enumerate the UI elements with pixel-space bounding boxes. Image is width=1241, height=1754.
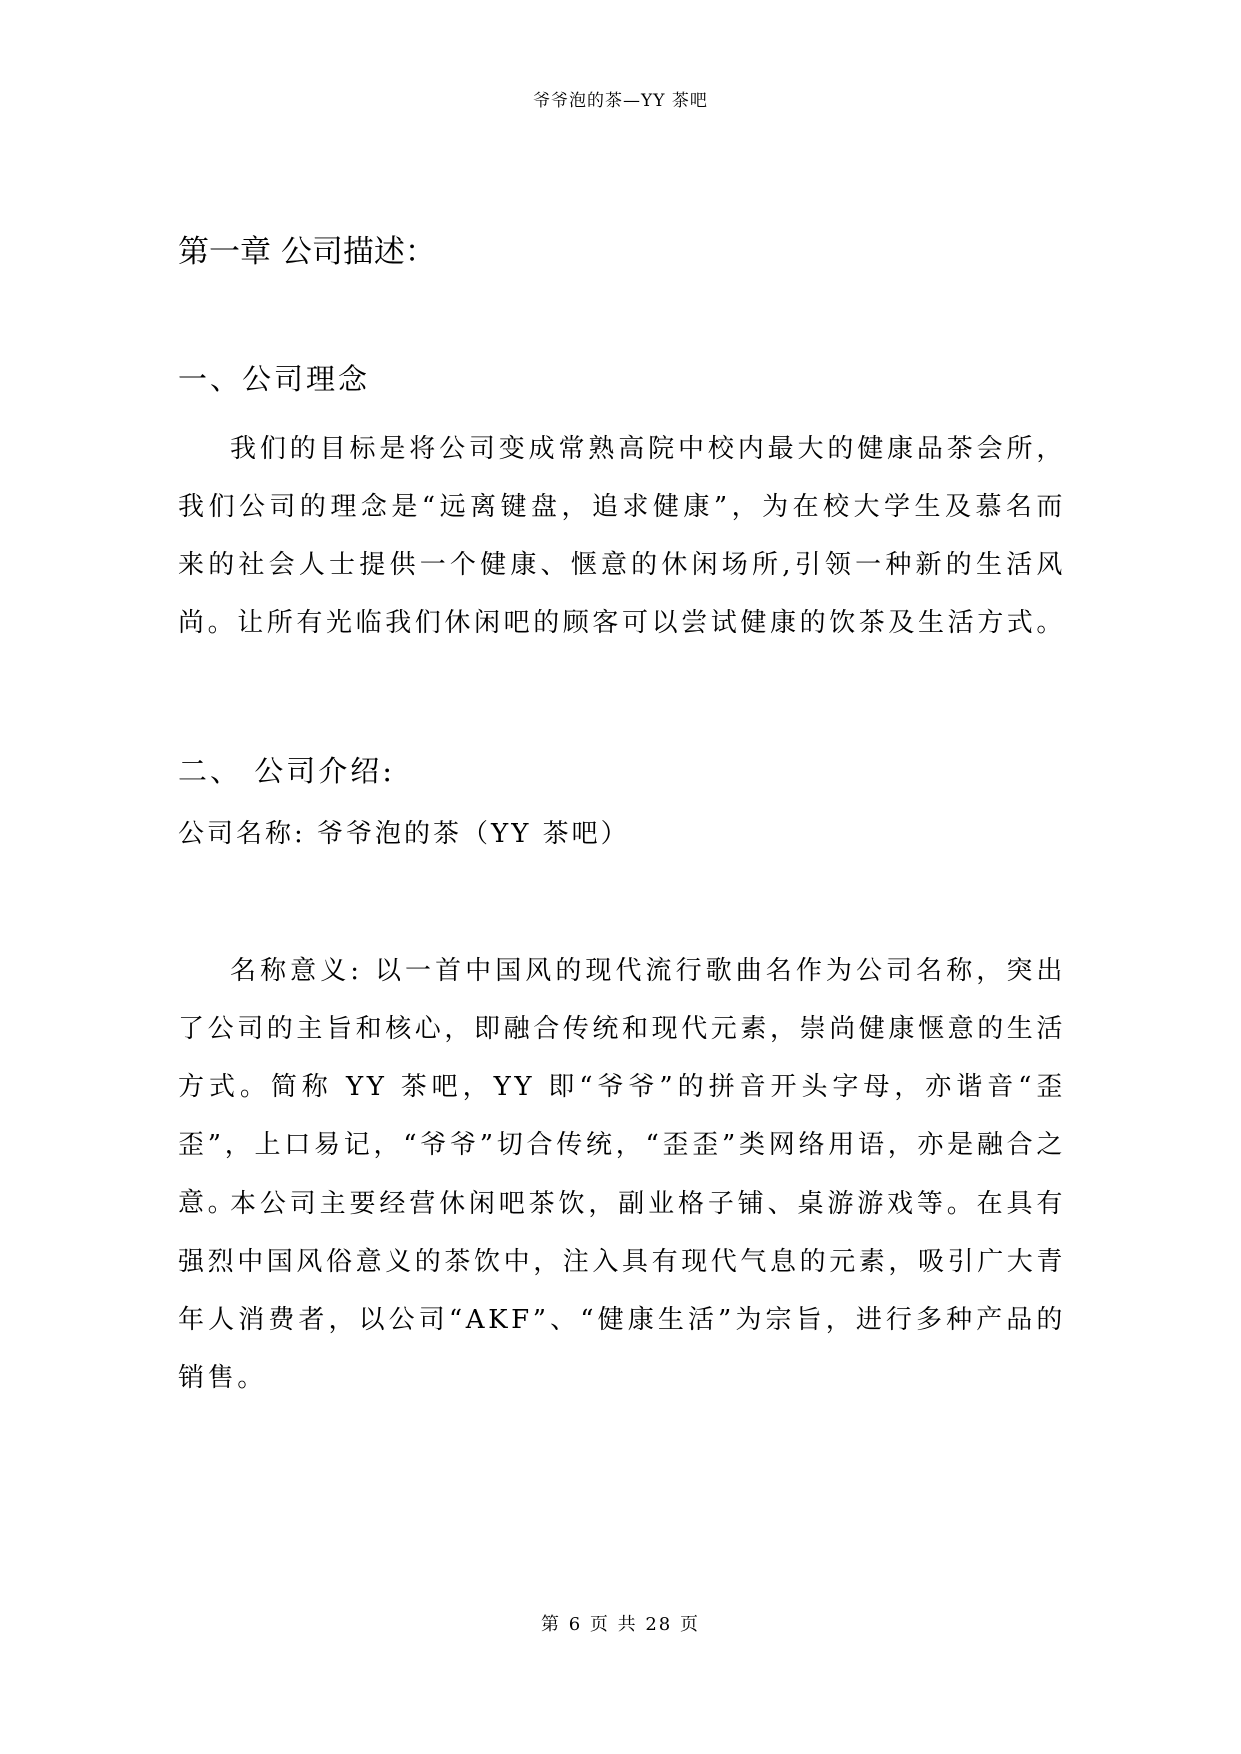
- page-number-footer: 第 6 页 共 28 页: [541, 1614, 700, 1635]
- company-name-line: 公司名称: 爷爷泡的茶（YY 茶吧）: [178, 819, 630, 849]
- paragraph-name-meaning: 名称意义: 以一首中国风的现代流行歌曲名作为公司名称，突出了公司的主旨和核心，即融合传统和现代元素，崇尚健康惬意的生活方式。简称 YY 茶吧，YY 即“爷爷”的拼音开头字母，亦谐音“歪歪”，上口易记，“爷爷”切合传统，“歪歪”类网络用语，亦是融合之意。: [178, 956, 1067, 1218]
- paragraph-business-scope: 本公司主要经营休闲吧茶饮，副业格子铺、桌游游戏等。在具有强烈中国风俗意义的茶饮中，注入具有现代气息的元素，吸引广大青年人消费者，以公司“AKF”、“健康生活”为宗旨，进行多种产品的销售。: [178, 1189, 1067, 1393]
- section-heading-introduction: 二、 公司介绍:: [178, 754, 395, 788]
- chapter-title: 第一章 公司描述：: [178, 234, 436, 270]
- paragraph-philosophy: 我们的目标是将公司变成常熟高院中校内最大的健康品茶会所，我们公司的理念是“远离键盘，追求健康”，为在校大学生及慕名而来的社会人士提供一个健康、惬意的休闲场所,引领一种新的生活风尚。让所有光临我们休闲吧的顾客可以尝试健康的饮茶及生活方式。: [178, 434, 1067, 638]
- section-heading-philosophy: 一、公司理念: [178, 362, 371, 396]
- running-header: 爷爷泡的茶—YY 茶吧: [533, 91, 708, 111]
